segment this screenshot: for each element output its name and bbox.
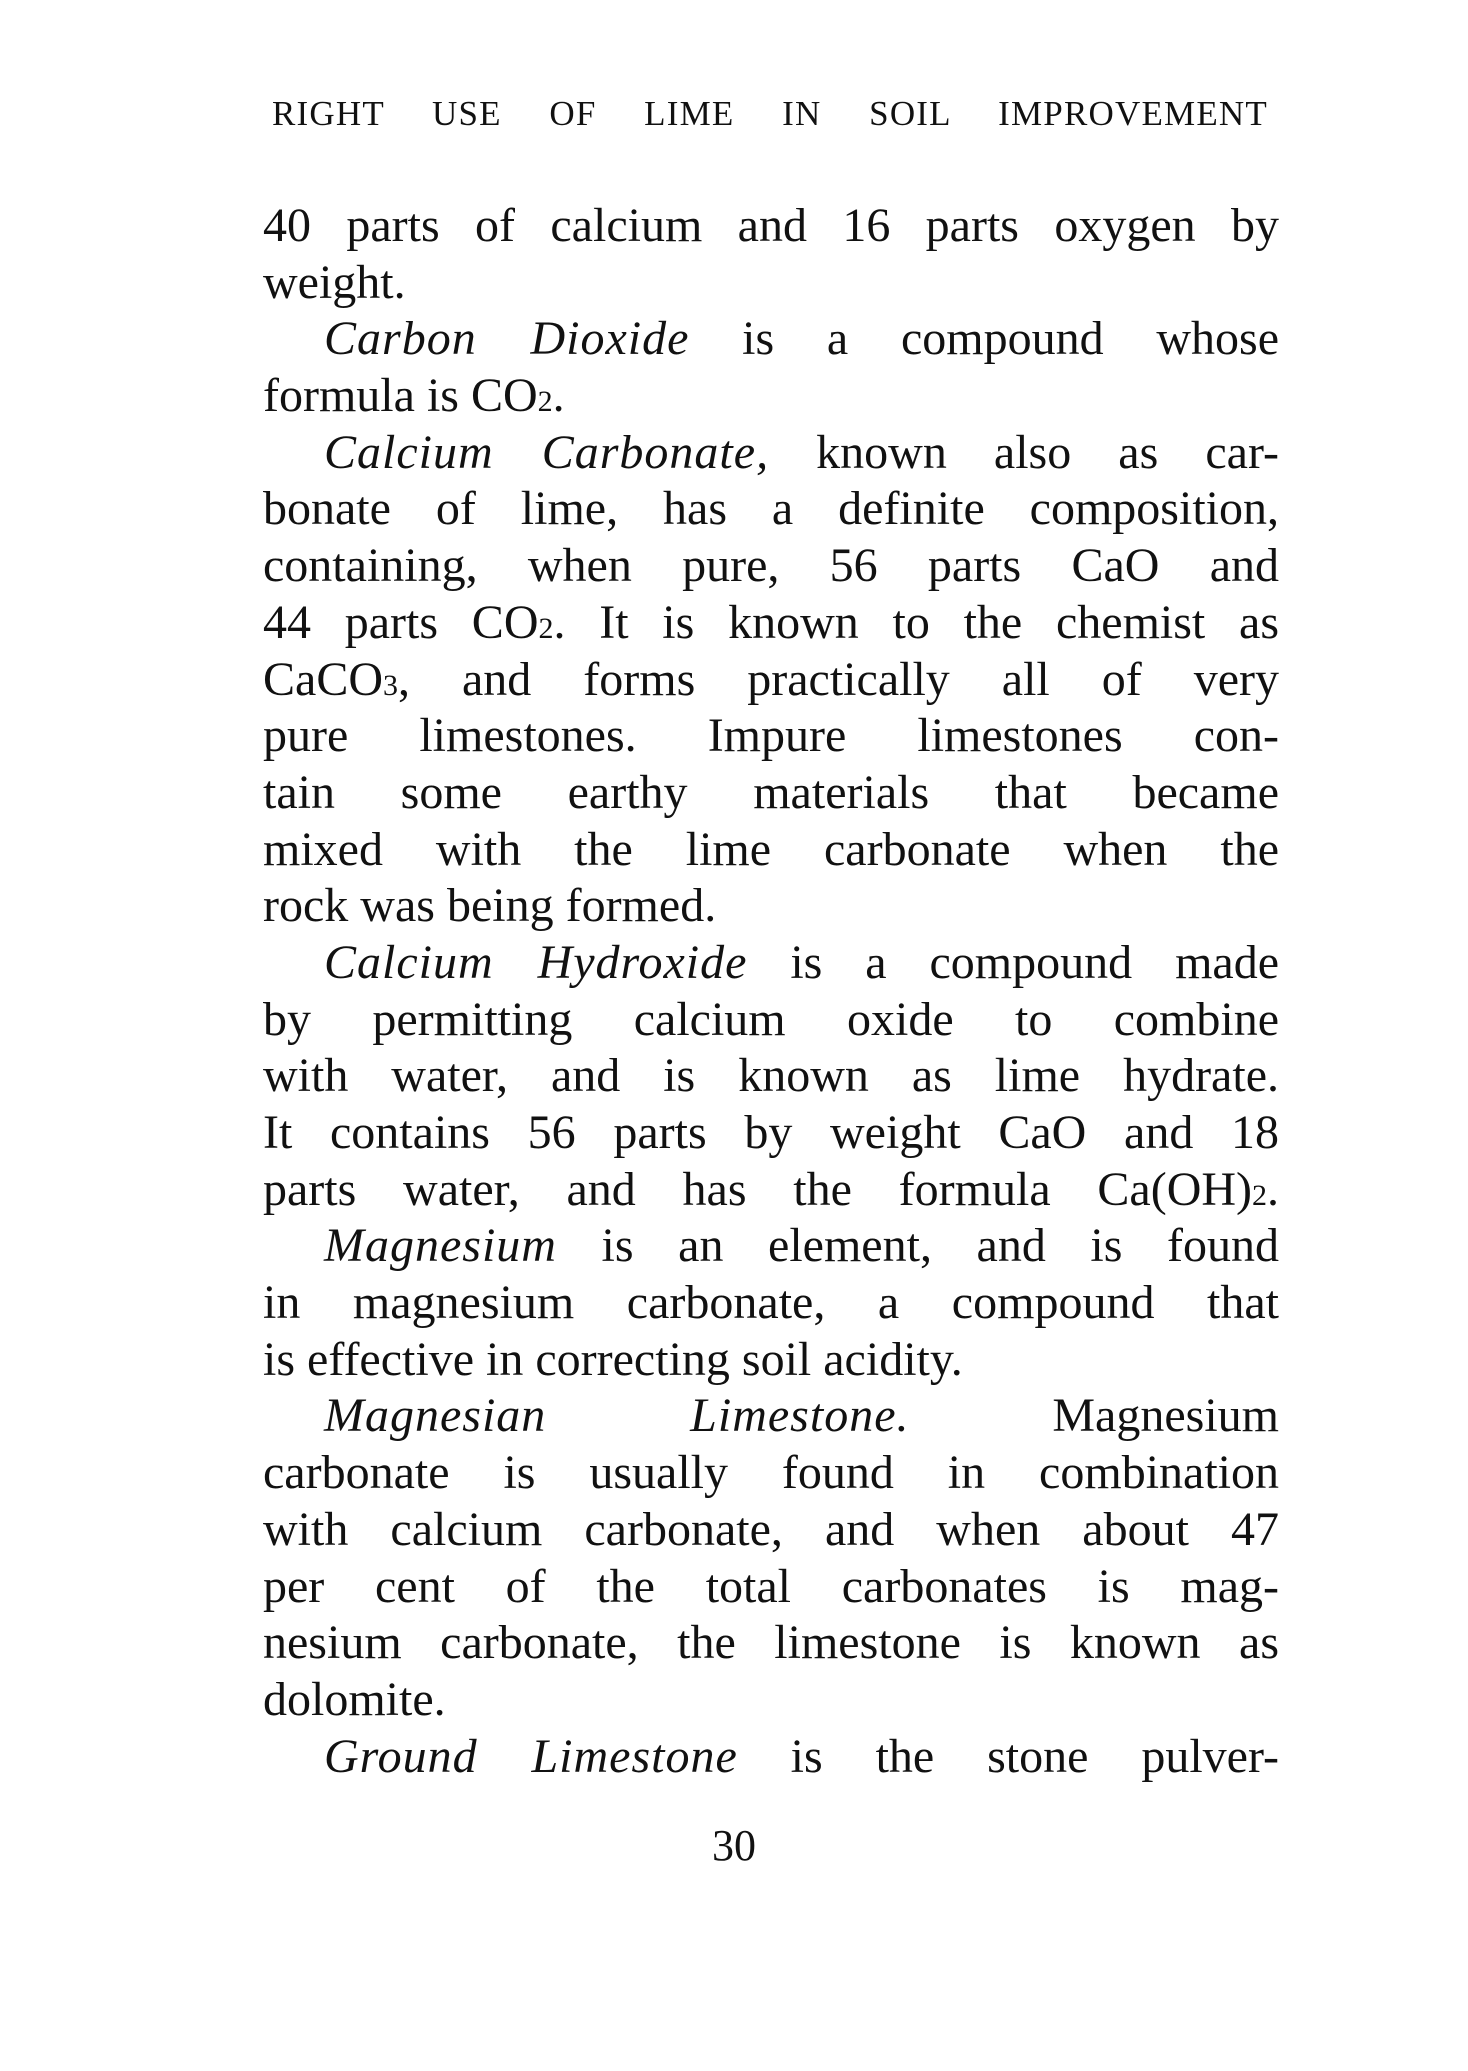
italic-term: Carbon Dioxide [324, 312, 690, 366]
text-span: 40 parts of calcium and 16 parts oxygen by [263, 199, 1279, 252]
text-line [263, 538, 1279, 595]
text-line [263, 1275, 1279, 1332]
text-line [263, 1332, 1279, 1389]
text-span: mixed with the lime carbonate when the [263, 822, 1279, 876]
page-number: 30 [712, 1821, 756, 1870]
italic-term: Calcium Carbonate, [324, 425, 770, 479]
text-line [263, 595, 1279, 652]
text-line [263, 878, 1279, 935]
text-line [263, 1388, 1279, 1445]
text-span: is the stone pulver- [737, 1729, 1279, 1783]
text-span: rock was being formed. [263, 879, 717, 933]
text-span: weight. [263, 255, 406, 309]
text-line [263, 935, 1279, 992]
text-span: Magnesium [909, 1389, 1280, 1443]
text-span: 44 parts CO [263, 595, 539, 649]
text-span: known also as car- [769, 425, 1279, 479]
text-line [263, 1502, 1279, 1559]
subscript: 3 [383, 668, 398, 702]
subscript: 2 [537, 385, 553, 419]
text-line [263, 1672, 1279, 1729]
text-line [263, 765, 1279, 822]
text-span: carbonate is usually found in combination [263, 1446, 1279, 1500]
text-span: is effective in correcting soil acidity. [263, 1332, 963, 1386]
text-span: pure limestones. Impure limestones con- [263, 709, 1279, 763]
text-span: , and forms practically all of very [398, 652, 1279, 706]
text-line [263, 368, 1279, 425]
text-span: with calcium carbonate, and when about 47 [263, 1502, 1279, 1556]
text-span: . [552, 369, 565, 423]
text-span: formula is CO [263, 369, 538, 423]
text-line [263, 255, 1279, 312]
subscript: 2 [1252, 1178, 1267, 1212]
text-span: bonate of lime, has a definite composition, [263, 482, 1279, 536]
text-line [263, 311, 1279, 368]
subscript: 2 [538, 611, 554, 645]
text-span: is an element, and is found [556, 1219, 1279, 1273]
italic-term: Calcium Hydroxide [324, 935, 748, 989]
text-span: dolomite. [263, 1672, 446, 1726]
text-line [263, 1615, 1279, 1672]
text-span: containing, when pure, 56 parts CaO and [263, 539, 1279, 593]
text-line [263, 652, 1279, 709]
text-span: . [1267, 1162, 1279, 1216]
text-line [263, 425, 1279, 482]
text-span: . It is known to the chemist as [553, 595, 1279, 649]
italic-term: Magnesium [324, 1219, 557, 1273]
text-span: is a compound whose [689, 312, 1279, 366]
text-span: It contains 56 parts by weight CaO and 18 [263, 1106, 1279, 1159]
text-line [263, 481, 1279, 538]
text-line [263, 1559, 1279, 1616]
text-span: by permitting calcium oxide to combine [263, 992, 1279, 1046]
text-line [263, 198, 1279, 255]
text-span: nesium carbonate, the limestone is known as [263, 1616, 1279, 1670]
text-span: in magnesium carbonate, a compound that [263, 1276, 1279, 1330]
text-line [263, 1729, 1279, 1786]
italic-term: Ground Limestone [324, 1729, 738, 1783]
text-line [263, 822, 1279, 879]
text-line [263, 1445, 1279, 1502]
text-line [263, 1048, 1279, 1105]
italic-term: Magnesian Limestone. [324, 1389, 910, 1443]
text-line [263, 992, 1279, 1049]
text-line [263, 1162, 1279, 1219]
text-span: with water, and is known as lime hydrate. [263, 1049, 1279, 1103]
text-span: tain some earthy materials that became [263, 765, 1279, 819]
text-span: is a compound made [747, 935, 1280, 989]
text-span: CaCO [263, 652, 383, 706]
text-span: per cent of the total carbonates is mag- [263, 1559, 1279, 1613]
running-header: RIGHT USE OF LIME IN SOIL IMPROVEMENT [272, 94, 1268, 133]
body-text [263, 198, 1279, 1785]
text-line [263, 708, 1279, 765]
text-line [263, 1218, 1279, 1275]
text-span: parts water, and has the formula Ca(OH) [263, 1162, 1252, 1216]
text-line [263, 1105, 1279, 1162]
